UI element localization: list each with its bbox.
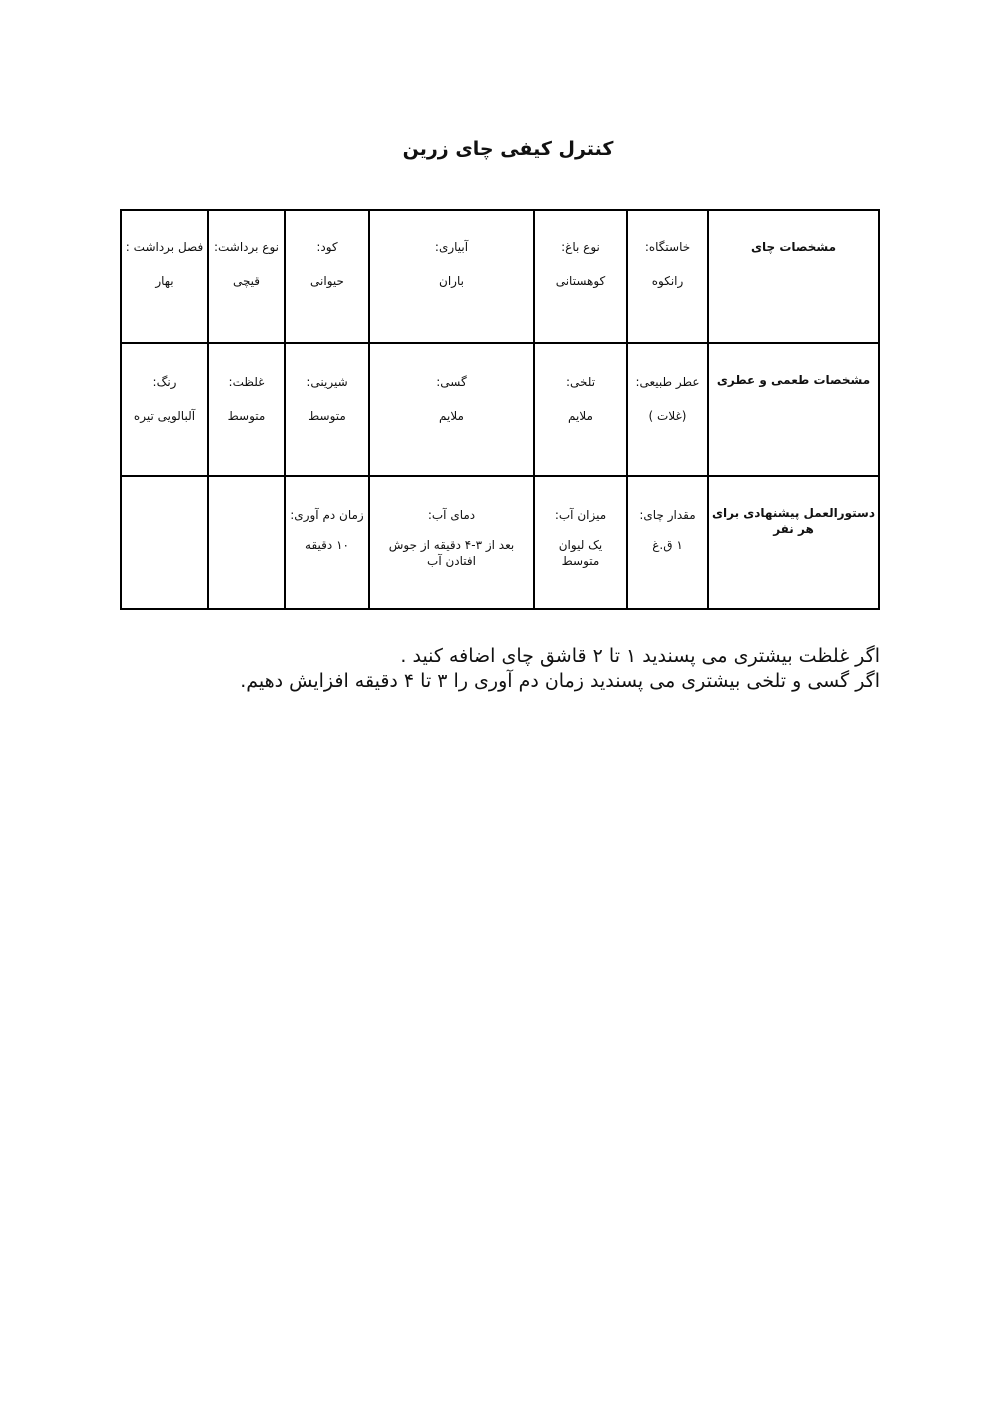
cell-label: مقدار چای: <box>639 508 696 522</box>
cell-value: آلبالویی تیره <box>133 409 196 424</box>
row-header: مشخصات چای <box>708 210 879 343</box>
table-cell <box>369 476 534 609</box>
note-line: اگر گسی و تلخی بیشتری می پسندید زمان دم آوری را ۳ تا ۴ دقیقه افزایش دهیم. <box>240 670 880 692</box>
cell-value: متوسط <box>308 409 346 424</box>
cell-label: نوع باغ: <box>561 240 600 254</box>
table-cell <box>121 210 208 343</box>
cell-label: عطر طبیعی: <box>635 375 700 389</box>
cell-label: آبیاری: <box>434 240 469 254</box>
cell-label: تلخی: <box>565 375 596 389</box>
table-cell <box>285 210 369 343</box>
cell-value: متوسط <box>227 409 266 424</box>
table-cell <box>369 210 534 343</box>
table-cell <box>534 476 627 609</box>
cell-value: یک لیوان متوسط <box>558 538 603 569</box>
note-line: اگر غلظت بیشتری می پسندید ۱ تا ۲ قاشق چای اضافه کنید . <box>400 645 880 667</box>
cell-label: نوع برداشت: <box>213 240 280 254</box>
table-cell-empty <box>121 476 208 609</box>
table-cell-empty <box>208 476 285 609</box>
document-title: کنترل کیفی چای زرین <box>402 138 614 160</box>
tea-spec-table <box>120 209 880 610</box>
cell-value: ملایم <box>568 409 593 424</box>
cell-label: غلظت: <box>228 375 265 389</box>
cell-label: فصل برداشت : <box>125 240 204 254</box>
table-cell <box>369 343 534 476</box>
table-cell <box>534 343 627 476</box>
cell-label: میزان آب: <box>554 508 607 522</box>
cell-label: خاستگاه: <box>644 240 691 254</box>
cell-label: شیرینی: <box>306 375 348 389</box>
table-cell <box>627 476 708 609</box>
cell-label: گسی: <box>436 375 467 389</box>
table-cell <box>208 343 285 476</box>
table-cell <box>121 343 208 476</box>
cell-value: حیوانی <box>310 274 344 289</box>
cell-value: کوهستانی <box>555 274 606 289</box>
table-cell <box>285 476 369 609</box>
table-cell <box>627 210 708 343</box>
cell-value: بعد از ۳-۴ دقیقه از جوش افتادن آب <box>388 538 515 569</box>
table-cell <box>208 210 285 343</box>
cell-value: رانکوه <box>651 274 684 289</box>
table-row-flavor-aroma <box>121 343 879 476</box>
cell-label: زمان دم آوری: <box>290 508 364 522</box>
row-header: دستورالعمل پیشنهادی برای هر نفر <box>708 476 879 609</box>
cell-value: قیچی <box>232 274 261 289</box>
cell-label: کود: <box>316 240 338 254</box>
table-cell <box>534 210 627 343</box>
cell-value: (غلات ) <box>648 409 687 424</box>
cell-value: باران <box>439 274 464 289</box>
cell-value: ملایم <box>439 409 464 424</box>
cell-label: رنگ: <box>152 375 177 389</box>
table-row-tea-specs <box>121 210 879 343</box>
cell-value: بهار <box>155 274 174 289</box>
table-cell <box>627 343 708 476</box>
notes <box>120 644 880 694</box>
cell-label: دمای آب: <box>427 508 476 522</box>
table-row-brewing-instructions <box>121 476 879 609</box>
row-header: مشخصات طعمی و عطری <box>708 343 879 476</box>
cell-value: ۱۰ دقیقه <box>305 538 349 553</box>
table-cell <box>285 343 369 476</box>
cell-value: ۱ ق.غ <box>652 538 683 553</box>
